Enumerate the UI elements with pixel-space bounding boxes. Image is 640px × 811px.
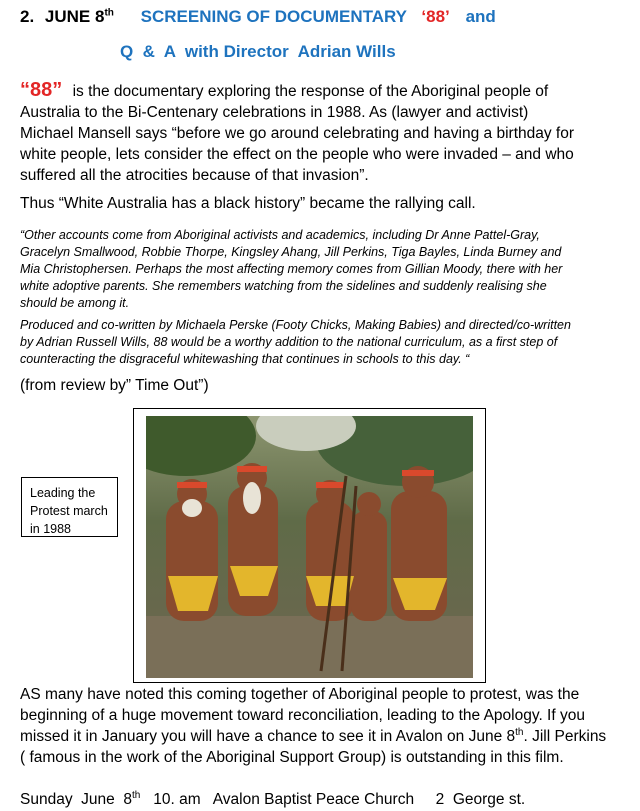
- event-details: 10. am Avalon Baptist Peace Church 2 George st.: [140, 791, 526, 808]
- closing-text-a: AS many have noted this coming together of Aboriginal people to protest, was the beginning of a huge movement toward reconciliation, leading to the Apology. If you missed it in January you will have a chance to see it in Avalon on June 8: [20, 686, 585, 745]
- heading-and: and: [465, 7, 496, 26]
- item-number: 2.: [20, 7, 35, 26]
- protest-march-photo: [146, 416, 473, 678]
- review-paragraph-1: “Other accounts come from Aboriginal activists and academics, including Dr Anne Pattel-Gray, Gracelyn Smallwood, Robbie Thorpe, Kingsley Ahang, Jill Perkins, Tiga Bayles, Linda Burney and Mia Christophersen. Perhaps the most affecting memory comes from Gillian Moody, there with her white adoptive parents. She remembers watching from the sidelines and suddenly realising she should be among it.: [20, 228, 563, 310]
- intro-text: is the documentary exploring the response of the Aboriginal people of Australia to the Bi-Centenary celebrations in 1988. As (lawyer and activist) Michael Mansell says “before we go around celebrating and having a birthday for white people, lets consider the effect on the people who were invaded – and who suffered all the atrocities because of that invasion”.: [20, 83, 575, 184]
- photo-caption: Leading the Protest march in 1988: [21, 477, 118, 537]
- event-sup: th: [132, 789, 141, 801]
- protest-photo-illustration: [146, 416, 473, 678]
- screening-title: SCREENING OF DOCUMENTARY: [140, 7, 407, 26]
- event-date-text: JUNE 8: [44, 7, 105, 26]
- heading-line-1: [20, 7, 620, 27]
- closing-sup: th: [515, 726, 524, 738]
- heading-line-2: Q & A with Director Adrian Wills: [120, 42, 396, 61]
- closing-text-b: . Jill Perkins ( famous in the work of the Aboriginal Support Group) is outstanding in this film.: [20, 728, 607, 766]
- event-date: [45, 7, 114, 26]
- event-date-sup: th: [104, 7, 114, 19]
- event-day: Sunday June 8: [20, 791, 133, 808]
- review-source: (from review by” Time Out”): [20, 377, 209, 394]
- intro-quote: “88”: [20, 79, 63, 101]
- review-paragraph-2: Produced and co-written by Michaela Perske (Footy Chicks, Making Babies) and directed/co-written by Adrian Russell Wills, 88 would be a worthy addition to the national curriculum, as a first step of counteracting the disgraceful whitewashing that continues in schools to this day. “: [20, 318, 571, 366]
- intro-paragraph: [20, 80, 580, 186]
- rally-line: Thus “White Australia has a black history” became the rallying call.: [20, 195, 476, 212]
- film-title-quote: ‘88’: [421, 7, 449, 26]
- photo-frame: [133, 408, 486, 683]
- closing-paragraph: [20, 684, 610, 768]
- event-line: [20, 789, 620, 810]
